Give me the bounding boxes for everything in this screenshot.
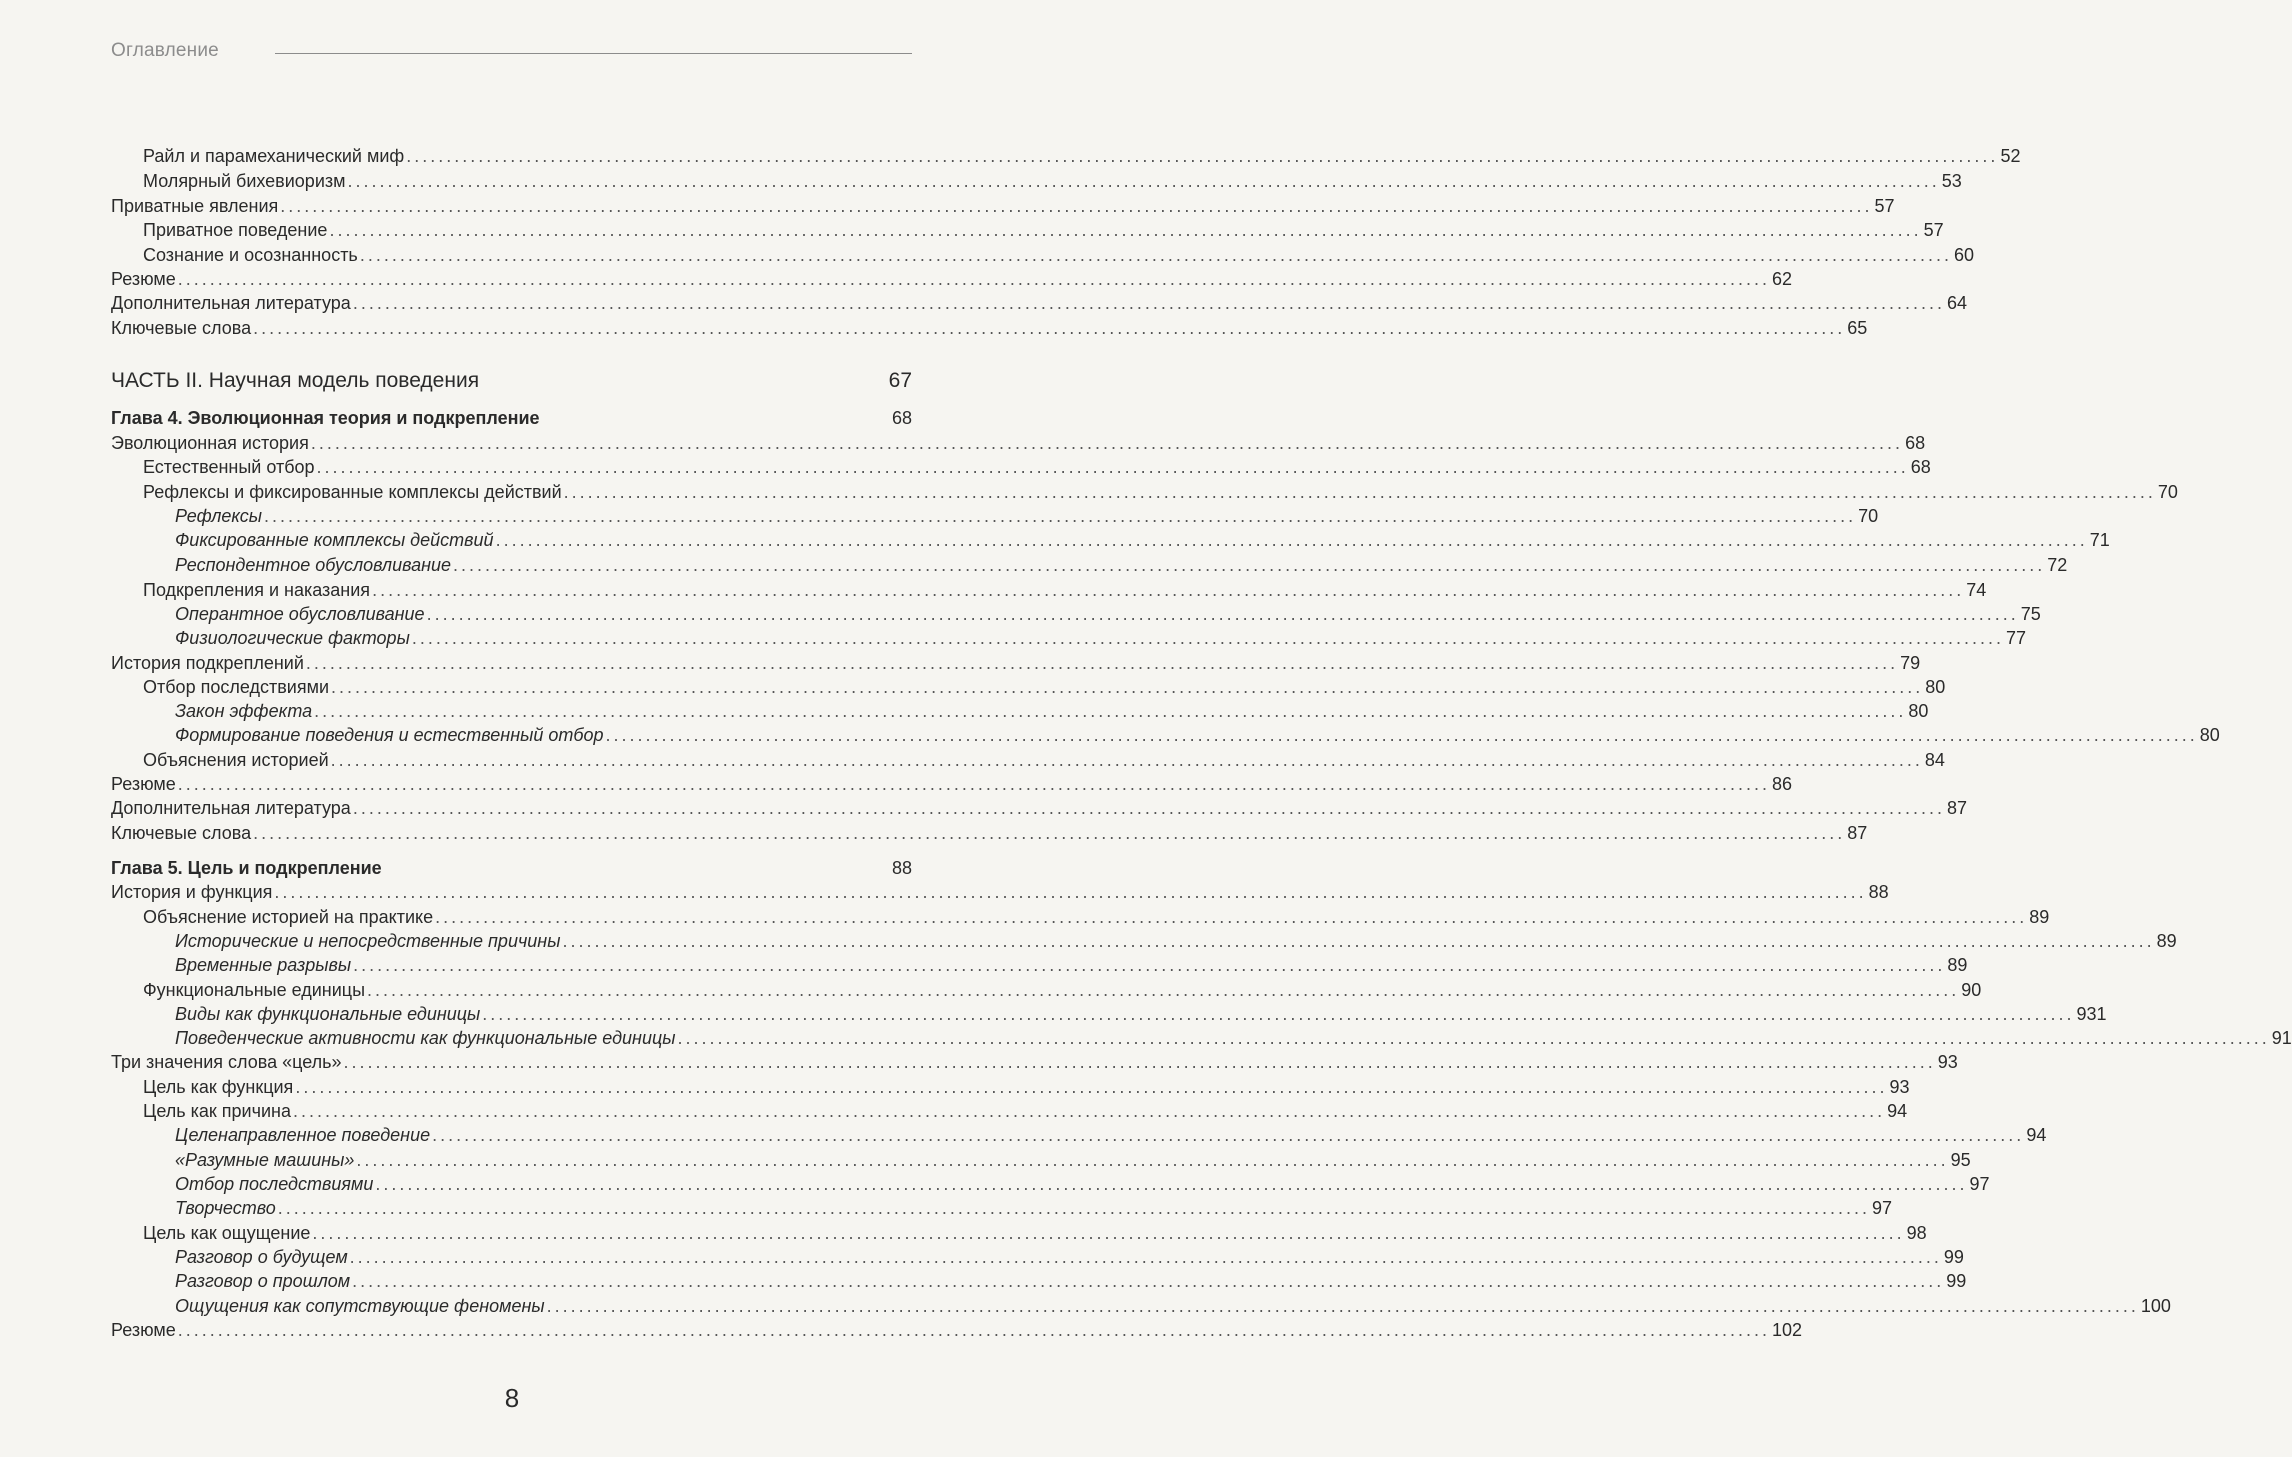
toc-entry (0, 699, 1929, 724)
toc-entry-title: Рефлексы и фиксированные комплексы действий (143, 482, 562, 502)
toc-entry-page: 99 (1946, 1271, 1967, 1291)
dot-leader: ....................................................................................................................................................................................................... (406, 146, 1999, 166)
toc-entry-line (111, 821, 1868, 846)
dot-leader: ....................................................................................................................................................................................................... (329, 220, 1922, 240)
toc-entry (0, 504, 1879, 529)
toc-entry-line (143, 1075, 1910, 1100)
toc-entry-title: Функциональные единицы (143, 980, 366, 1000)
toc-entry-line (175, 1148, 1971, 1173)
toc-entry (0, 1172, 1990, 1197)
toc-entry-page: 60 (1954, 245, 1975, 265)
dot-leader: ....................................................................................................................................................................................................... (292, 1101, 1886, 1121)
toc-entry-page: 100 (2140, 1296, 2171, 1316)
dot-leader: ....................................................................................................................................................................................................... (177, 774, 1770, 794)
toc-entry-title: Респондентное обусловливание (175, 555, 452, 575)
toc-entry-page: 70 (2157, 482, 2178, 502)
toc-entry-line (175, 1002, 2107, 1027)
toc-entry-page: 57 (1874, 196, 1895, 216)
toc-entry-line (143, 578, 1987, 603)
toc-entry-title: Отбор последствиями (143, 677, 329, 697)
dot-leader: ....................................................................................................................................................................................................... (331, 677, 1924, 697)
toc-entry-title: Резюме (111, 1320, 176, 1340)
dot-leader: ....................................................................................................................................................................................................... (277, 1198, 1870, 1218)
toc-entry (0, 1075, 1910, 1100)
dot-leader: ....................................................................................................................................................................................................... (352, 293, 1946, 313)
toc-entry-title: Творчество (175, 1198, 276, 1218)
toc-entry (0, 1196, 1892, 1221)
dot-leader: ....................................................................................................................................................................................................... (356, 1150, 1949, 1170)
toc-entry-page: 98 (1906, 1223, 1927, 1243)
chapter-heading (0, 856, 1000, 881)
toc-entry-page: 64 (1947, 293, 1968, 313)
toc-entry-title: Сознание и осознанность (143, 245, 358, 265)
toc-entry-page: 84 (1924, 750, 1945, 770)
toc-entry-line (175, 1196, 1892, 1221)
toc-entry-title: Дополнительная литература (111, 293, 351, 313)
toc-entry-title: Резюме (111, 774, 176, 794)
toc-entry-title: Приватное поведение (143, 220, 328, 240)
toc-entry-line (175, 528, 2110, 553)
toc-entry-line (143, 243, 1975, 268)
toc-entry-line (111, 291, 1968, 316)
toc-entry-line (175, 929, 2177, 954)
dot-leader: ....................................................................................................................................................................................................... (316, 457, 1909, 477)
dot-leader: ....................................................................................................................................................................................................... (435, 907, 2028, 927)
toc-entry-line (143, 455, 1931, 480)
toc-entry-title: Три значения слова «цель» (111, 1052, 342, 1072)
chapter-heading (0, 406, 1000, 431)
toc-entry-line (111, 367, 912, 395)
toc-entry-title: Резюме (111, 269, 176, 289)
toc-entry-line (111, 772, 1793, 797)
dot-leader: ....................................................................................................................................................................................................... (605, 725, 2198, 745)
toc-entry (0, 316, 1868, 341)
toc-entry (0, 1269, 1967, 1294)
toc-entry-title: Естественный отбор (143, 457, 315, 477)
toc-entry-page: 87 (1847, 823, 1868, 843)
toc-entry (0, 1050, 1958, 1075)
toc-entry-title: «Разумные машины» (175, 1150, 355, 1170)
toc-entry (0, 194, 1895, 219)
toc-entry-title: Дополнительная литература (111, 798, 351, 818)
toc-entry-line (111, 316, 1868, 341)
toc-entry (0, 218, 1944, 243)
toc-entry-title: Ключевые слова (111, 318, 252, 338)
toc-entry-title: Глава 5. Цель и подкрепление (111, 858, 382, 878)
toc-entry-line (143, 218, 1944, 243)
toc-entry-title: Физиологические факторы (175, 628, 410, 648)
toc-entry-page: 71 (2089, 530, 2110, 550)
dot-leader: ....................................................................................................................................................................................................... (280, 196, 1873, 216)
toc-entry (0, 553, 2068, 578)
toc-entry-page: 95 (1950, 1150, 1971, 1170)
toc-entry (0, 291, 1968, 316)
toc-entry-title: Ключевые слова (111, 823, 252, 843)
dot-leader: ....................................................................................................................................................................................................... (352, 798, 1946, 818)
toc-entry-title: Виды как функциональные единицы (175, 1004, 481, 1024)
toc-entry-page: 62 (1771, 269, 1793, 289)
toc-entry (0, 578, 1987, 603)
part-heading (0, 367, 1000, 395)
toc-entry-line (175, 1026, 2292, 1051)
dot-leader: ....................................................................................................................................................................................................... (562, 931, 2155, 951)
dot-leader: ....................................................................................................................................................................................................... (563, 482, 2156, 502)
toc-entry-title: Райл и парамеханический миф (143, 146, 405, 166)
toc-entry-title: Разговор о будущем (175, 1247, 348, 1267)
toc-entry-line (175, 1123, 2047, 1148)
toc-entry-title: Исторические и непосредственные причины (175, 931, 561, 951)
toc-entry (0, 1148, 1971, 1173)
dot-leader: ....................................................................................................................................................................................................... (343, 1052, 1936, 1072)
toc-entry (0, 480, 2178, 505)
toc-entry-page: 86 (1771, 774, 1793, 794)
toc-entry (0, 1002, 2107, 1027)
toc-entry-line (111, 194, 1895, 219)
toc-entry (0, 748, 1945, 773)
toc-entry-title: Цель как ощущение (143, 1223, 311, 1243)
dot-leader: ....................................................................................................................................................................................................... (330, 750, 1923, 770)
dot-leader: ....................................................................................................................................................................................................... (177, 269, 1770, 289)
toc-entry (0, 1245, 1964, 1270)
toc-entry-title: Рефлексы (175, 506, 262, 526)
toc-entry-line (175, 723, 2220, 748)
toc-entry-title: История подкреплений (111, 653, 304, 673)
dot-leader: ....................................................................................................................................................................................................... (546, 1296, 2139, 1316)
dot-leader: ....................................................................................................................................................................................................... (677, 1028, 2270, 1048)
toc-entry-page: 52 (2000, 146, 2021, 166)
toc-entry (0, 978, 1982, 1003)
dot-leader: ....................................................................................................................................................................................................... (359, 245, 1953, 265)
toc-entry-line (143, 675, 1946, 700)
toc-entry-line (175, 1172, 1990, 1197)
toc-entry (0, 1026, 2292, 1051)
dot-leader: ....................................................................................................................................................................................................... (453, 555, 2046, 575)
toc-entry-page: 931 (2076, 1004, 2107, 1024)
dot-leader: ....................................................................................................................................................................................................... (375, 1174, 1968, 1194)
toc-entry-line (175, 602, 2041, 627)
toc-entry-line (111, 856, 912, 881)
toc-entry-page: 97 (1871, 1198, 1892, 1218)
toc-entry (0, 602, 2041, 627)
toc-entry-line (143, 144, 2021, 169)
toc-entry-title: Приватные явления (111, 196, 279, 216)
toc-entry-line (111, 796, 1968, 821)
toc-entry-page: 75 (2020, 604, 2041, 624)
toc-entry-line (111, 651, 1921, 676)
toc-entry-line (111, 880, 1889, 905)
toc-entry (0, 1318, 1803, 1343)
toc-entry-page: 74 (1966, 580, 1987, 600)
toc-entry-title: Объяснения историей (143, 750, 329, 770)
dot-leader: ....................................................................................................................................................................................................... (295, 1077, 1888, 1097)
toc-entry-title: Закон эффекта (175, 701, 313, 721)
toc-entry (0, 267, 1793, 292)
toc-entry (0, 796, 1968, 821)
toc-entry (0, 144, 2021, 169)
toc-entry (0, 929, 2177, 954)
toc-entry-title: Ощущения как сопутствующие феномены (175, 1296, 545, 1316)
toc-entry-page: 89 (1947, 955, 1968, 975)
toc-entry-line (143, 1099, 1908, 1124)
toc-entry-page: 89 (2029, 907, 2050, 927)
dot-leader: ....................................................................................................................................................................................................... (411, 628, 2005, 648)
toc-entry-page: 88 (1868, 882, 1889, 902)
toc-entry-line (175, 553, 2068, 578)
toc-entry (0, 243, 1975, 268)
dot-leader: ....................................................................................................................................................................................................... (495, 530, 2088, 550)
toc-entry-page: 99 (1943, 1247, 1964, 1267)
dot-leader: ....................................................................................................................................................................................................... (353, 955, 1946, 975)
toc-entry (0, 675, 1946, 700)
page-number: 8 (504, 1383, 520, 1413)
dot-leader: ....................................................................................................................................................................................................... (367, 980, 1960, 1000)
toc-entry-title: Подкрепления и наказания (143, 580, 371, 600)
toc-entry-line (143, 748, 1945, 773)
toc-entry-line (111, 431, 1926, 456)
toc-entry-title: Фиксированные комплексы действий (175, 530, 494, 550)
toc-entry-line (175, 699, 1929, 724)
toc-entry-page: 80 (1925, 677, 1946, 697)
toc-entry-page: 53 (1941, 171, 1962, 191)
toc-entry-line (143, 480, 2178, 505)
toc-entry-page: 57 (1923, 220, 1944, 240)
toc-entry-title: Оперантное обусловливание (175, 604, 425, 624)
header-title: Оглавление (111, 40, 219, 61)
toc-entry-page: 68 (891, 408, 912, 428)
toc-entry-title: Молярный бихевиоризм (143, 171, 346, 191)
toc-entry (0, 905, 2050, 930)
toc-entry-page: 72 (2047, 555, 2068, 575)
dot-leader: ....................................................................................................................................................................................................... (352, 1271, 1945, 1291)
dot-leader: ....................................................................................................................................................................................................... (372, 580, 1965, 600)
toc-entry (0, 455, 1931, 480)
toc-entry-page: 67 (888, 369, 912, 392)
toc-entry-line (143, 978, 1982, 1003)
toc-entry-page: 93 (1889, 1077, 1910, 1097)
toc-entry-line (111, 1318, 1803, 1343)
toc-entry-title: ЧАСТЬ II. Научная модель поведения (111, 369, 480, 392)
toc-entry-page: 77 (2006, 628, 2027, 648)
toc-entry-page: 89 (2156, 931, 2177, 951)
toc-entry-page: 65 (1847, 318, 1868, 338)
toc-entry-page: 88 (891, 858, 912, 878)
toc-entry (0, 821, 1868, 846)
toc-entry-title: Цель как причина (143, 1101, 291, 1121)
toc-entry-title: Временные разрывы (175, 955, 352, 975)
toc-entry-title: Отбор последствиями (175, 1174, 374, 1194)
toc-entry-page: 90 (1961, 980, 1982, 1000)
dot-leader: ....................................................................................................................................................................................................... (349, 1247, 1942, 1267)
toc-entry-page: 70 (1858, 506, 1879, 526)
dot-leader: ....................................................................................................................................................................................................... (482, 1004, 2075, 1024)
toc-entry-line (175, 1245, 1964, 1270)
toc-entry-line (111, 267, 1793, 292)
dot-leader: ....................................................................................................................................................................................................... (314, 701, 1907, 721)
toc-entry (0, 431, 1926, 456)
toc-entry (0, 723, 2220, 748)
toc-entry-page: 79 (1900, 653, 1921, 673)
dot-leader: ....................................................................................................................................................................................................... (432, 1125, 2025, 1145)
toc-entry-line (143, 1221, 1927, 1246)
toc-entry-line (175, 1269, 1967, 1294)
toc-entry-page: 102 (1771, 1320, 1803, 1340)
dot-leader: ....................................................................................................................................................................................................... (347, 171, 1940, 191)
toc-entry-title: Эволюционная история (111, 433, 309, 453)
toc-entry (0, 880, 1889, 905)
toc-entry-title: Цель как функция (143, 1077, 294, 1097)
toc-entry-page: 94 (1887, 1101, 1908, 1121)
toc-entry-page: 87 (1947, 798, 1968, 818)
dot-leader: ....................................................................................................................................................................................................... (177, 1320, 1770, 1340)
toc-entry-title: История и функция (111, 882, 273, 902)
dot-leader: ....................................................................................................................................................................................................... (305, 653, 1899, 673)
toc-entry-line (175, 953, 1968, 978)
toc-entry (0, 1099, 1908, 1124)
toc-entry-title: Формирование поведения и естественный отбор (175, 725, 604, 745)
toc-entry-line (143, 905, 2050, 930)
toc-entry-title: Разговор о прошлом (175, 1271, 351, 1291)
toc-entry (0, 651, 1921, 676)
toc-entry-page: 80 (1908, 701, 1929, 721)
toc-entry-page: 91 (2271, 1028, 2292, 1048)
toc-entry-page: 80 (2199, 725, 2220, 745)
toc-entry (0, 1123, 2047, 1148)
toc-entry (0, 626, 2027, 651)
toc-entry-title: Глава 4. Эволюционная теория и подкрепление (111, 408, 540, 428)
dot-leader: ....................................................................................................................................................................................................... (253, 318, 1846, 338)
toc-entry (0, 953, 1968, 978)
toc-entry (0, 772, 1793, 797)
dot-leader: ....................................................................................................................................................................................................... (263, 506, 1857, 526)
header-rule (275, 53, 912, 54)
dot-leader: ....................................................................................................................................................................................................... (274, 882, 1867, 902)
toc-entry-page: 68 (1905, 433, 1926, 453)
toc-entry (0, 169, 1962, 194)
dot-leader: ....................................................................................................................................................................................................... (426, 604, 2019, 624)
toc-entry-page: 68 (1910, 457, 1931, 477)
toc-entry-page: 93 (1937, 1052, 1958, 1072)
toc-entry-line (175, 504, 1879, 529)
toc-entry (0, 1221, 1927, 1246)
toc-entry-line (175, 626, 2027, 651)
toc-entry-line (143, 169, 1962, 194)
toc-entry-page: 97 (1969, 1174, 1990, 1194)
toc-entry-page: 94 (2026, 1125, 2047, 1145)
toc-entry-title: Поведенческие активности как функциональные единицы (175, 1028, 676, 1048)
toc-entry (0, 1294, 2171, 1319)
toc-entry-line (111, 1050, 1958, 1075)
dot-leader: ....................................................................................................................................................................................................... (310, 433, 1904, 453)
dot-leader: ....................................................................................................................................................................................................... (253, 823, 1846, 843)
toc-entry-line (175, 1294, 2171, 1319)
dot-leader: ....................................................................................................................................................................................................... (312, 1223, 1905, 1243)
toc-entry-line (111, 406, 912, 431)
toc-entry-title: Объяснение историей на практике (143, 907, 434, 927)
toc-entry (0, 528, 2110, 553)
toc-entry-title: Целенаправленное поведение (175, 1125, 431, 1145)
